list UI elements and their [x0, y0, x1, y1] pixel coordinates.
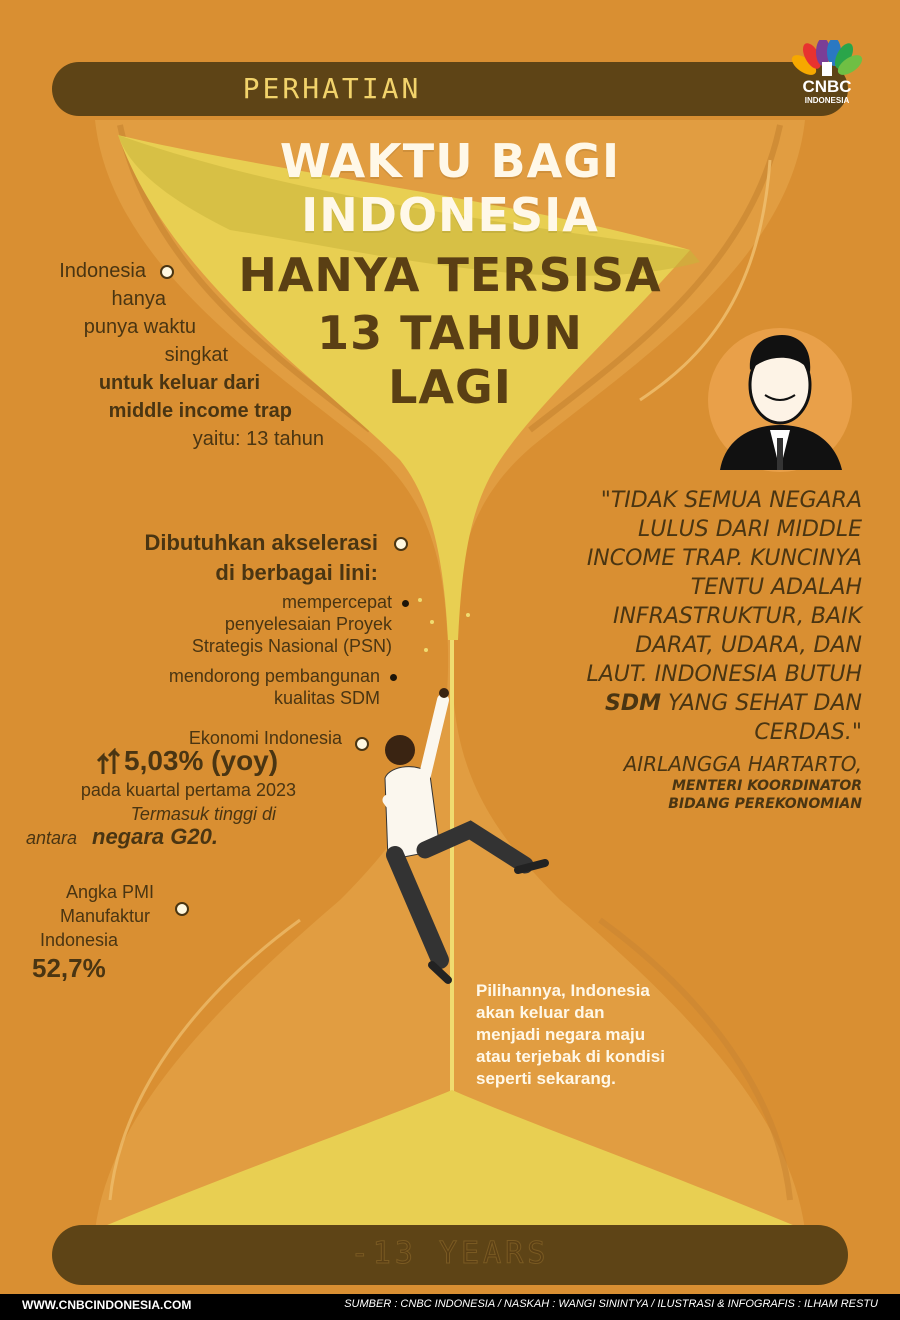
econ-period: pada kuartal pertama 2023 [80, 780, 296, 800]
quote-emphasis: SDM [604, 691, 661, 716]
accel-item-1-line-1: mempercepat [281, 592, 392, 612]
quote-block [470, 486, 862, 747]
quote-line: CERDAS." [754, 720, 862, 745]
accel-item-2-line-1: mendorong pembangunan [168, 666, 380, 686]
accel-item-1-line-2: penyelesaian Proyek [224, 614, 392, 634]
title-line-3: HANYA TERSISA [238, 248, 662, 302]
intro-line-3: punya waktu [83, 316, 196, 338]
choice-line: atau terjebak di kondisi [476, 1047, 665, 1066]
pmi-label-2: Manufaktur [59, 906, 150, 926]
quote-line: TENTU ADALAH [690, 575, 862, 600]
choice-line: seperti sekarang. [476, 1069, 616, 1088]
quote-line: INCOME TRAP. KUNCINYA [586, 546, 862, 571]
growth-arrow-icon [96, 748, 122, 776]
accel-item-1-line-3: Strategis Nasional (PSN) [191, 636, 392, 656]
header-label: PERHATIAN [242, 72, 422, 105]
logo-text: CNBC [802, 77, 852, 96]
bottom-label: -13 YEARS [350, 1236, 550, 1271]
choice-text [476, 980, 736, 1090]
accel-item-2-line-2: kualitas SDM [273, 688, 380, 708]
quote-speaker: AIRLANGGA HARTARTO, [623, 752, 862, 776]
econ-note-2a: antara [26, 828, 78, 848]
title-line-2: INDONESIA [301, 188, 599, 242]
quote-role-2: BIDANG PEREKONOMIAN [668, 796, 862, 812]
bullet-dot [175, 902, 189, 916]
logo-subtext: INDONESIA [804, 96, 850, 105]
bullet-dot [355, 737, 369, 751]
cnbc-logo [786, 40, 868, 110]
quote-line: INFRASTRUKTUR, BAIK [612, 604, 862, 629]
bullet-dot [402, 600, 409, 607]
intro-end: yaitu: 13 tahun [192, 428, 324, 450]
econ-value: 5,03% (yoy) [124, 745, 279, 776]
pmi-label-3: Indonesia [40, 930, 119, 950]
quote-line: LULUS DARI MIDDLE [638, 517, 862, 542]
bullet-dot [160, 265, 174, 279]
quote-line: DARAT, UDARA, DAN [635, 633, 862, 658]
title-line-1: WAKTU BAGI [279, 134, 621, 188]
bullet-dot [390, 674, 397, 681]
quote-line-rest: YANG SEHAT DAN [660, 691, 862, 716]
intro-bold-1: untuk keluar dari [98, 372, 260, 394]
choice-line: Pilihannya, Indonesia [476, 981, 650, 1000]
title-line-5: LAGI [388, 360, 512, 414]
quote-line: "TIDAK SEMUA NEGARA [600, 488, 862, 513]
pmi-label-1: Angka PMI [65, 882, 154, 902]
intro-line-1: Indonesia [59, 260, 146, 282]
choice-line: menjadi negara maju [476, 1025, 646, 1044]
intro-line-2: hanya [111, 288, 166, 310]
choice-line: akan keluar dan [476, 1003, 605, 1022]
bullet-dot [394, 537, 408, 551]
quote-role-1: MENTERI KOORDINATOR [672, 778, 862, 794]
econ-note-1: Termasuk tinggi di [130, 804, 276, 824]
quote-line: LAUT. INDONESIA BUTUH [586, 662, 862, 687]
intro-line-4: singkat [164, 344, 228, 366]
pmi-value: 52,7% [32, 953, 106, 983]
footer-site-link[interactable]: WWW.CNBCINDONESIA.COM [22, 1298, 192, 1312]
footer-credits: SUMBER : CNBC INDONESIA / NASKAH : WANGI SININTYA / ILUSTRASI & INFOGRAFIS : ILHAM RESTU [344, 1298, 878, 1310]
title-line-4: 13 TAHUN [317, 306, 583, 360]
quote-line-8 [470, 689, 862, 718]
econ-label: Ekonomi Indonesia [188, 728, 342, 748]
intro-bold-2: middle income trap [108, 400, 292, 422]
accel-title-1: Dibutuhkan akselerasi [144, 530, 378, 555]
accel-title-2: di berbagai lini: [215, 560, 378, 585]
econ-note-2b: negara G20. [92, 824, 218, 849]
